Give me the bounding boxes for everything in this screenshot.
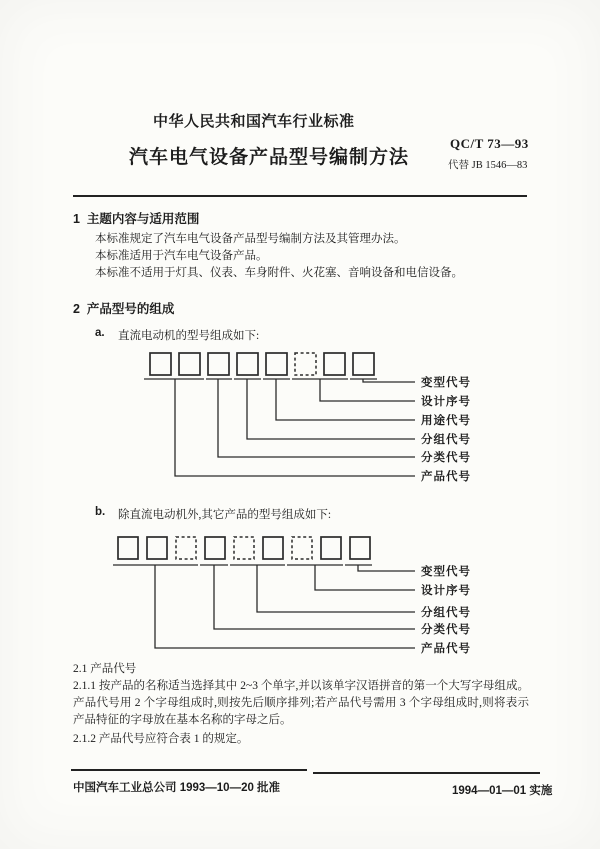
code-box: [263, 537, 283, 559]
code-box-optional: [176, 537, 196, 559]
section-1-body: [95, 231, 535, 281]
item-a-text: 直流电动机的型号组成如下:: [118, 330, 260, 342]
code-box: [237, 353, 258, 375]
code-box: [350, 537, 370, 559]
code-box: [205, 537, 225, 559]
diagram-dc-motor-model: [0, 347, 600, 489]
diagram-b-label: 分类代号: [421, 624, 471, 636]
connector-line: [247, 379, 415, 439]
footer-divider-right: [313, 772, 540, 774]
code-box: [208, 353, 229, 375]
code-box: [266, 353, 287, 375]
section-1-paragraph: 本标准适用于汽车电气设备产品。: [95, 249, 268, 262]
replaces-note: 代替 JB 1546—83: [448, 160, 528, 171]
code-box-optional: [234, 537, 254, 559]
diagram-a-label: 用途代号: [421, 415, 471, 427]
item-b-text: 除直流电动机外,其它产品的型号组成如下:: [118, 509, 332, 521]
section-1-paragraph: 本标准不适用于灯具、仪表、车身附件、火花塞、音响设备和电信设备。: [95, 266, 463, 279]
code-box: [118, 537, 138, 559]
section-1-heading: 1 主题内容与适用范围: [73, 212, 200, 226]
item-a-label: a.: [95, 327, 105, 339]
item-b-label: b.: [95, 506, 106, 518]
section-1-paragraph: 本标准规定了汽车电气设备产品型号编制方法及其管理办法。: [95, 233, 406, 245]
standard-code: QC/T 73—93: [450, 136, 529, 151]
section-21-heading: 2.1 产品代号: [73, 663, 137, 675]
diagram-a-label: 设计序号: [421, 396, 471, 408]
paragraph-211: 2.1.1 按产品的名称适当选择其中 2~3 个单字,并以该单字汉语拼音的第一个大写字母组成。产品代号用 2 个字母组成时,则按先后顺序排列;若产品代号需用 3 个字母组成时,则将表示产品特征的字母放在基本名称的字母之后。: [73, 680, 529, 726]
diagram-b-label: 变型代号: [421, 566, 471, 578]
code-box: [324, 353, 345, 375]
diagram-b-label: 设计序号: [421, 585, 471, 597]
diagram-b-label: 分组代号: [421, 607, 471, 619]
connector-line: [358, 565, 415, 571]
diagram-a-label: 变型代号: [421, 377, 471, 389]
diagram-a-label: 产品代号: [421, 471, 471, 483]
code-box: [150, 353, 171, 375]
footer-divider-left: [71, 769, 307, 771]
implementation-line: 1994—01—01 实施: [452, 785, 553, 797]
header-divider: [73, 195, 527, 197]
connector-line: [175, 379, 415, 476]
diagram-b-label: 产品代号: [421, 643, 471, 655]
approval-line: 中国汽车工业总公司 1993—10—20 批准: [73, 782, 281, 794]
code-box-optional: [292, 537, 312, 559]
item-b: [95, 506, 331, 522]
connector-line: [315, 565, 415, 590]
connector-line: [257, 565, 415, 612]
diagram-a-label: 分类代号: [421, 452, 471, 464]
code-box: [353, 353, 374, 375]
connector-line: [276, 379, 415, 420]
document-title: 汽车电气设备产品型号编制方法: [129, 147, 410, 168]
diagram-a-label: 分组代号: [421, 434, 471, 446]
diagram-other-products-model: [0, 529, 600, 664]
standard-authority-line: 中华人民共和国汽车行业标准: [153, 113, 355, 130]
code-box: [147, 537, 167, 559]
paragraph-212: 2.1.2 产品代号应符合表 1 的规定。: [73, 733, 249, 745]
connector-line: [155, 565, 415, 648]
item-a: [95, 327, 259, 343]
code-box-optional: [295, 353, 316, 375]
code-box: [179, 353, 200, 375]
section-2-heading: 2 产品型号的组成: [73, 302, 175, 316]
code-box: [321, 537, 341, 559]
